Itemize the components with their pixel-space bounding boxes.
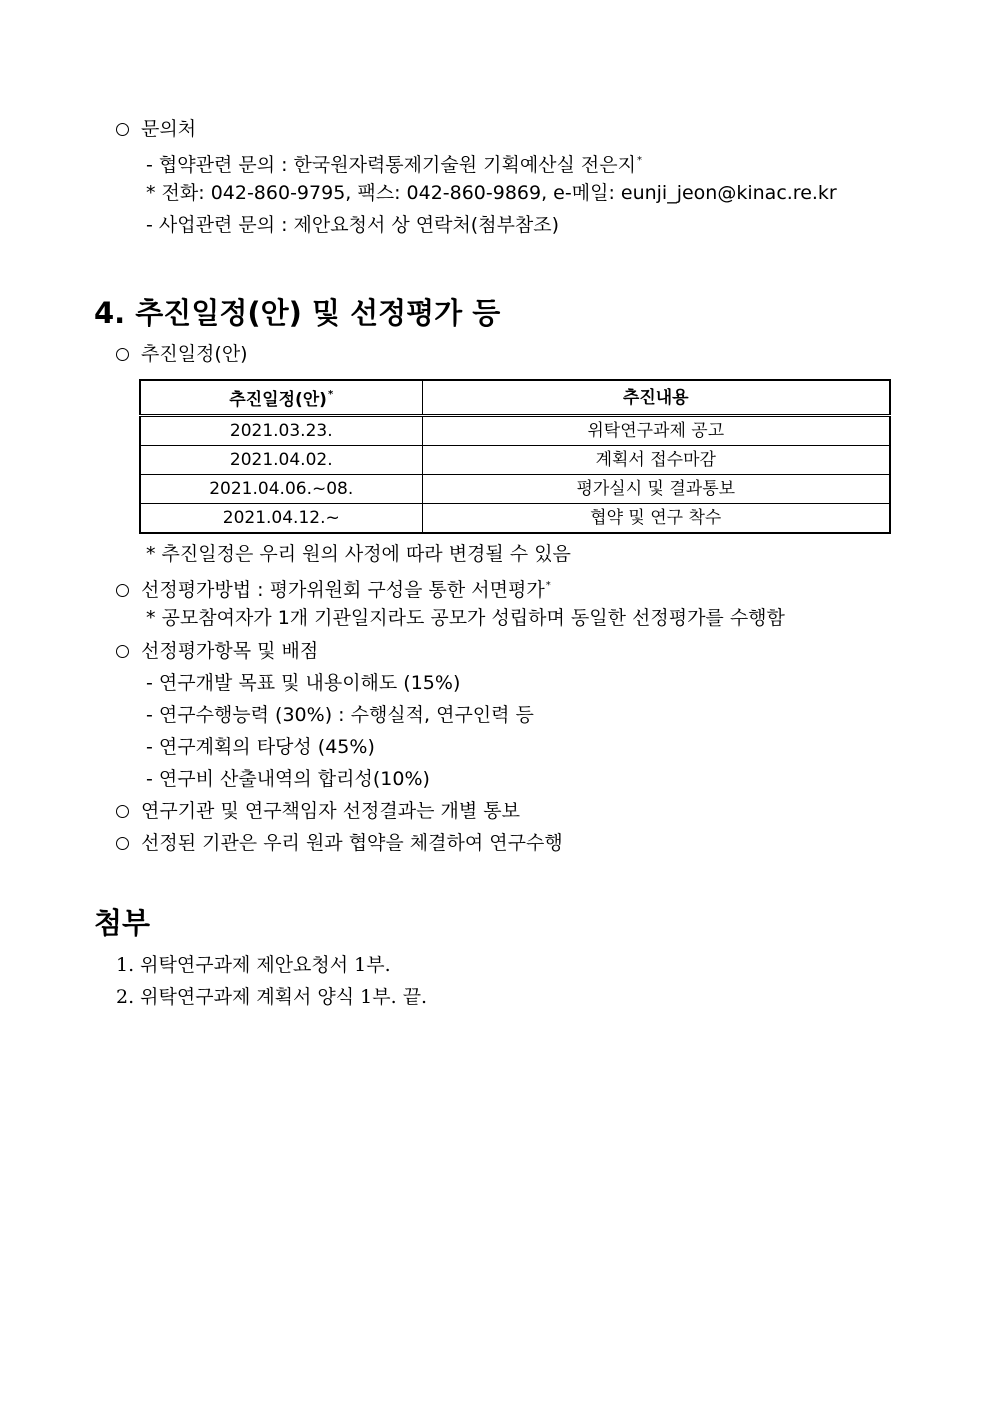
eval-method: 선정평가방법 : 평가위원회 구성을 통한 서면평가* <box>116 574 551 602</box>
agreement-notice: 선정된 기관은 우리 원과 협약을 체결하여 연구수행 <box>116 831 563 855</box>
result-notice: 연구기관 및 연구책임자 선정결과는 개별 통보 <box>116 799 520 823</box>
table-cell-date: 2021.04.06.~08. <box>140 475 422 504</box>
table-cell-date: 2021.04.02. <box>140 446 422 475</box>
table-cell-content: 협약 및 연구 착수 <box>422 504 890 534</box>
circle-bullet-icon <box>116 837 129 850</box>
table-header: 추진일정(안)* <box>140 380 422 416</box>
table-row <box>140 504 890 534</box>
footnote-mark: * <box>545 580 551 591</box>
list-item: - 연구비 산출내역의 합리성(10%) <box>146 768 430 790</box>
circle-bullet-icon <box>116 348 129 361</box>
table-header: 추진내용 <box>422 380 890 416</box>
list-item: - 연구계획의 타당성 (45%) <box>146 736 375 758</box>
table-row <box>140 416 890 446</box>
table-row <box>140 446 890 475</box>
table-cell-content: 평가실시 및 결과통보 <box>422 475 890 504</box>
table-cell-date: 2021.03.23. <box>140 416 422 446</box>
circle-bullet-icon <box>116 123 129 136</box>
contact-phone: * 전화: 042-860-9795, 팩스: 042-860-9869, e-메일: eunji_jeon@kinac.re.kr <box>146 182 837 204</box>
table-header-row <box>140 380 890 416</box>
schedule-note: * 추진일정은 우리 원의 사정에 따라 변경될 수 있음 <box>146 543 571 565</box>
items-title: 선정평가항목 및 배점 <box>116 639 318 663</box>
footnote-mark: * <box>327 389 334 400</box>
attachment-item: 1. 위탁연구과제 제안요청서 1부. <box>116 954 391 976</box>
contact-title: 문의처 <box>116 117 196 141</box>
list-item: - 연구수행능력 (30%) : 수행실적, 연구인력 등 <box>146 704 534 726</box>
schedule-title: 추진일정(안) <box>116 342 248 366</box>
circle-bullet-icon <box>116 584 129 597</box>
contact-agreement: - 협약관련 문의 : 한국원자력통제기술원 기획예산실 전은지* <box>146 154 642 176</box>
eval-note: * 공모참여자가 1개 기관일지라도 공모가 성립하며 동일한 선정평가를 수행함 <box>146 607 785 629</box>
list-item: - 연구개발 목표 및 내용이해도 (15%) <box>146 672 461 694</box>
table-cell-content: 위탁연구과제 공고 <box>422 416 890 446</box>
footnote-mark: * <box>637 155 642 166</box>
circle-bullet-icon <box>116 645 129 658</box>
table-row <box>140 475 890 504</box>
table-cell-date: 2021.04.12.~ <box>140 504 422 534</box>
circle-bullet-icon <box>116 805 129 818</box>
attachments-heading: 첨부 <box>94 906 151 940</box>
attachment-item: 2. 위탁연구과제 계획서 양식 1부. 끝. <box>116 986 428 1008</box>
section-heading: 4. 추진일정(안) 및 선정평가 등 <box>94 296 501 330</box>
table-cell-content: 계획서 접수마감 <box>422 446 890 475</box>
contact-business: - 사업관련 문의 : 제안요청서 상 연락처(첨부참조) <box>146 214 560 236</box>
schedule-table <box>139 379 891 534</box>
